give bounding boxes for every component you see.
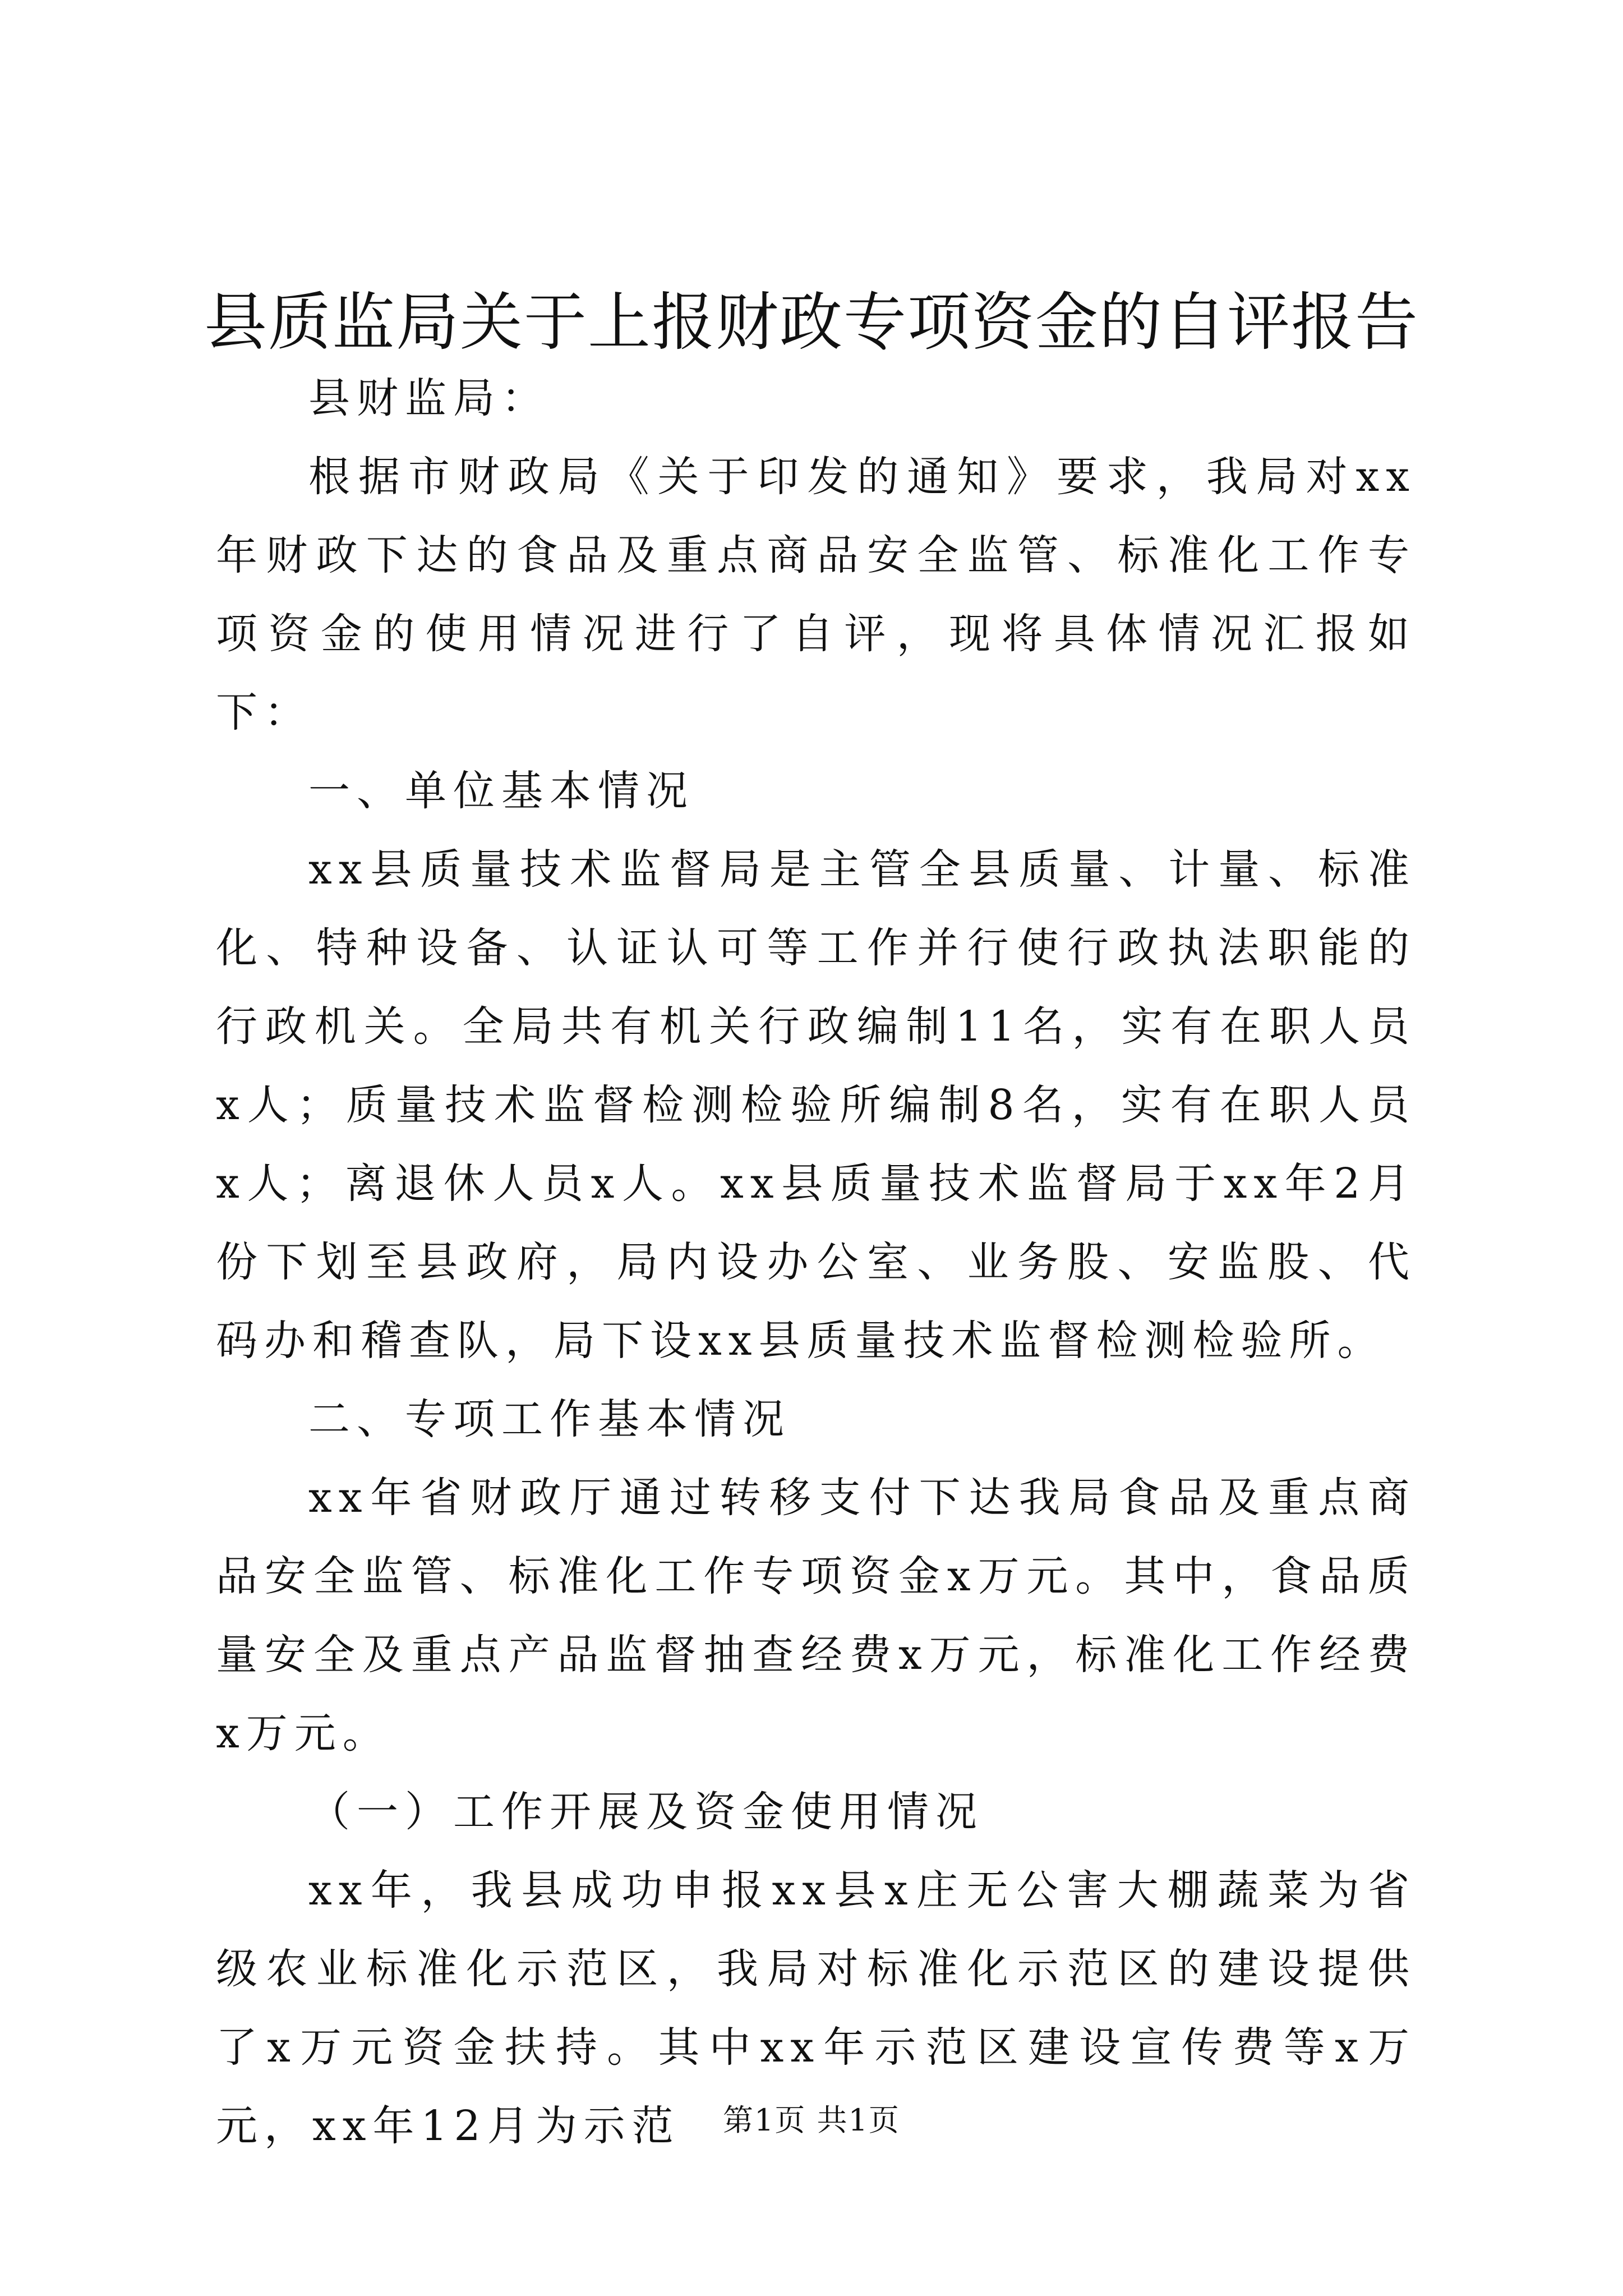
section-heading-1: 一、单位基本情况 [308, 767, 694, 815]
document-title: 县质监局关于上报财政专项资金的自评报告 [204, 286, 1419, 359]
document-body [216, 359, 1416, 2165]
unit-info-paragraph: xx县质量技术监督局是主管全县质量、计量、标准化、特种设备、认证认可等工作并行使行政执法职能的行政机关。全局共有机关行政编制11名，实有在职人员x人；质量技术监督检测检验所编制8名，实有在职人员x人；离退休人员x人。xx县质量技术监督局于xx年2月份下划至县政府，局内设办公室、业务股、安监股、代码办和稽查队，局下设xx县质量技术监督检测检验所。 [216, 845, 1416, 1365]
intro-paragraph: 根据市财政局《关于印发的通知》要求，我局对xx年财政下达的食品及重点商品安全监管、标准化工作专项资金的使用情况进行了自评，现将具体情况汇报如下： [216, 453, 1416, 737]
subsection-heading-1: （一）工作开展及资金使用情况 [308, 1788, 984, 1836]
work-paragraph: xx年，我县成功申报xx县x庄无公害大棚蔬菜为省级农业标准化示范区，我局对标准化示范区的建设提供了x万元资金扶持。其中xx年示范区建设宣传费等x万元，xx年12月为示范 [216, 1866, 1416, 2150]
salutation: 县财监局： [308, 374, 550, 422]
page-number: 第1页 共1页 [723, 2102, 900, 2138]
funds-paragraph: xx年省财政厅通过转移支付下达我局食品及重点商品安全监管、标准化工作专项资金x万元。其中，食品质量安全及重点产品监督抽查经费x万元，标准化工作经费x万元。 [216, 1474, 1416, 1757]
section-heading-2: 二、专项工作基本情况 [308, 1395, 791, 1443]
